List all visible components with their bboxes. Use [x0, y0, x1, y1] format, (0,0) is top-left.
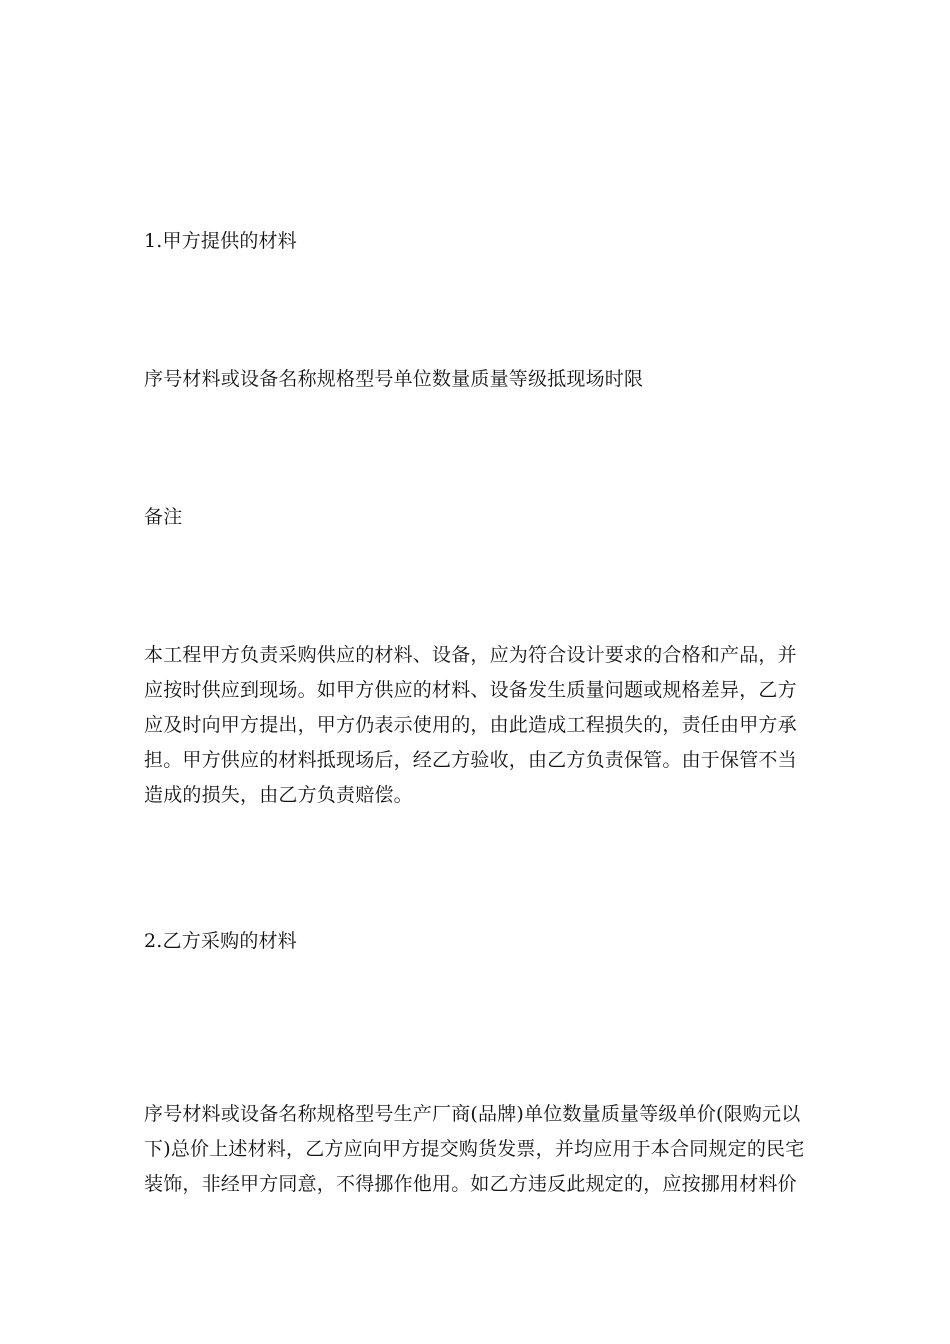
note-label: 备注 — [144, 506, 183, 528]
paragraph-1-line: 本工程甲方负责采购供应的材料、设备，应为符合设计要求的合格和产品，并 — [144, 644, 797, 666]
section-1-heading: 1.甲方提供的材料 — [144, 230, 297, 252]
paragraph-2-line: 序号材料或设备名称规格型号生产厂商(品牌)单位数量质量等级单价(限购元以 — [144, 1103, 801, 1125]
paragraph-2-line: 下)总价上述材料，乙方应向甲方提交购货发票，并均应用于本合同规定的民宅 — [144, 1138, 805, 1160]
section-2-heading: 2.乙方采购的材料 — [144, 930, 297, 952]
paragraph-1 — [144, 638, 808, 813]
paragraph-2 — [144, 1097, 808, 1202]
table-1-header-text: 序号材料或设备名称规格型号单位数量质量等级抵现场时限 — [144, 368, 644, 390]
paragraph-1-line: 应及时向甲方提出，甲方仍表示使用的，由此造成工程损失的，责任由甲方承 — [144, 714, 797, 736]
paragraph-1-line: 应按时供应到现场。如甲方供应的材料、设备发生质量问题或规格差异，乙方 — [144, 679, 797, 701]
paragraph-1-line: 造成的损失，由乙方负责赔偿。 — [144, 784, 413, 806]
paragraph-1-line: 担。甲方供应的材料抵现场后，经乙方验收，由乙方负责保管。由于保管不当 — [144, 749, 797, 771]
paragraph-2-line: 装饰，非经甲方同意，不得挪作他用。如乙方违反此规定的，应按挪用材料价 — [144, 1173, 797, 1195]
